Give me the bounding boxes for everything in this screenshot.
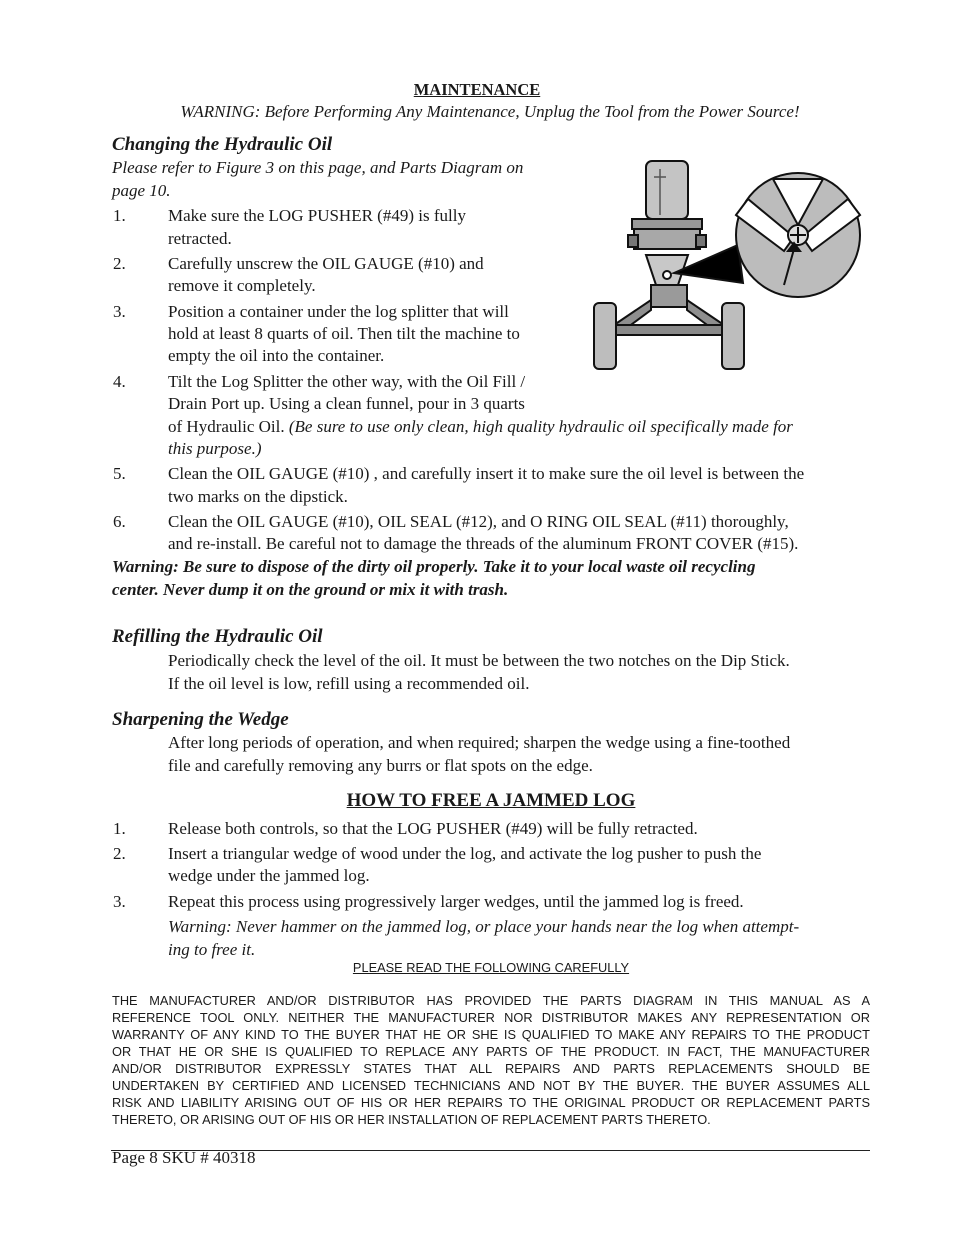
step-number: 2.: [113, 254, 126, 273]
step-note: this purpose.): [168, 439, 262, 458]
step-text: retracted.: [168, 229, 232, 248]
refill-text: If the oil level is low, refill using a recommended oil.: [168, 674, 530, 693]
disclaimer-heading: PLEASE READ THE FOLLOWING CAREFULLY: [352, 960, 630, 975]
disclaimer-line: THERETO, OR ARISING OUT OF HIS OR HER INSTALLATION OF REPLACEMENT PARTS THERETO.: [112, 1112, 711, 1127]
disclaimer-line: AND/OR DISTRIBUTOR EXPRESSLY STATES THAT ALL REPAIRS AND PARTS REPLACEMENTS SHOULD BE: [112, 1061, 870, 1076]
step-text-plain: of Hydraulic Oil.: [168, 417, 289, 436]
oil-intro-line: page 10.: [112, 181, 171, 200]
step-text: remove it completely.: [168, 276, 316, 295]
page-title: MAINTENANCE: [413, 80, 541, 99]
disposal-warning: center. Never dump it on the ground or mix it with trash.: [112, 580, 509, 599]
disclaimer-line: REFERENCE TOOL ONLY. NEITHER THE MANUFACTURER NOR DISTRIBUTOR MAKES ANY REPRESENTATION OR: [112, 1010, 870, 1025]
step-number: 3.: [113, 302, 126, 321]
step-text: empty the oil into the container.: [168, 346, 385, 365]
step-number: 2.: [113, 844, 126, 863]
step-text: Make sure the LOG PUSHER (#49) is fully: [168, 206, 466, 225]
step-text: wedge under the jammed log.: [168, 866, 370, 885]
sharpen-text: file and carefully removing any burrs or flat spots on the edge.: [168, 756, 593, 775]
section-heading-oil-change: Changing the Hydraulic Oil: [112, 134, 333, 155]
disclaimer-text: [112, 992, 870, 1128]
step-text: Insert a triangular wedge of wood under the log, and activate the log pusher to push the: [168, 844, 762, 863]
step-number: 3.: [113, 892, 126, 911]
step-text: Position a container under the log splitter that will: [168, 302, 509, 321]
step-text: Tilt the Log Splitter the other way, with the Oil Fill /: [168, 372, 526, 391]
step-text: Repeat this process using progressively larger wedges, until the jammed log is freed.: [168, 892, 744, 911]
step-number: 6.: [113, 512, 126, 531]
step-text: [168, 416, 793, 439]
section-heading-sharpen: Sharpening the Wedge: [112, 709, 289, 730]
step-number: 1.: [113, 819, 126, 838]
section-heading-jammed-log: HOW TO FREE A JAMMED LOG: [346, 790, 636, 811]
jam-warning: Warning: Never hammer on the jammed log, or place your hands near the log when attempt-: [168, 917, 800, 936]
step-text: Clean the OIL GAUGE (#10), OIL SEAL (#12), and O RING OIL SEAL (#11) thoroughly,: [168, 512, 789, 531]
step-number: 5.: [113, 464, 126, 483]
section-heading-refill: Refilling the Hydraulic Oil: [112, 626, 323, 647]
disclaimer-line: OR THAT HE OR SHE IS QUALIFIED TO REPLACE ANY PARTS OF THE PRODUCT. IN FACT, THE MANUFACTURER: [112, 1044, 870, 1059]
disclaimer-line: RISK AND LIABILITY ARISING OUT OF HIS OR HER REPAIRS TO THE ORIGINAL PRODUCT OR REPLACEMENT PARTS: [112, 1095, 870, 1110]
step-text: hold at least 8 quarts of oil. Then tilt the machine to: [168, 324, 520, 343]
step-number: 1.: [113, 206, 126, 225]
disclaimer-line: THE MANUFACTURER AND/OR DISTRIBUTOR HAS PROVIDED THE PARTS DIAGRAM IN THIS MANUAL AS A: [112, 993, 870, 1008]
oil-intro-line: Please refer to Figure 3 on this page, and Parts Diagram on: [112, 158, 524, 177]
step-text: Clean the OIL GAUGE (#10) , and carefully insert it to make sure the oil level is between the: [168, 464, 805, 483]
step-note: (Be sure to use only clean, high quality hydraulic oil specifically made for: [288, 417, 793, 436]
step-text: Release both controls, so that the LOG PUSHER (#49) will be fully retracted.: [168, 819, 698, 838]
step-text: Carefully unscrew the OIL GAUGE (#10) and: [168, 254, 484, 273]
disclaimer-line: UNDERTAKEN BY CERTIFIED AND LICENSED TECHNICIANS AND NOT BY THE BUYER. THE BUYER ASSUMES ALL: [112, 1078, 870, 1093]
step-number: 4.: [113, 372, 126, 391]
refill-text: Periodically check the level of the oil. It must be between the two notches on the Dip Stick.: [168, 651, 790, 670]
log-splitter-oil-port-diagram-icon: [588, 155, 863, 377]
page-footer: Page 8 SKU # 40318: [112, 1148, 256, 1167]
step-text: and re-install. Be careful not to damage the threads of the aluminum FRONT COVER (#15).: [168, 534, 799, 553]
power-warning: WARNING: Before Performing Any Maintenance, Unplug the Tool from the Power Source!: [180, 102, 800, 121]
sharpen-text: After long periods of operation, and when required; sharpen the wedge using a fine-toothed: [168, 733, 791, 752]
jam-warning: ing to free it.: [168, 940, 256, 959]
disclaimer-line: WARRANTY OF ANY KIND TO THE BUYER THAT HE OR SHE IS QUALIFIED TO MAKE ANY REPAIRS TO THE PRODUCT: [112, 1027, 870, 1042]
disposal-warning: Warning: Be sure to dispose of the dirty oil properly. Take it to your local waste oil recycling: [112, 557, 756, 576]
step-text: Drain Port up. Using a clean funnel, pour in 3 quarts: [168, 394, 525, 413]
step-text: two marks on the dipstick.: [168, 487, 348, 506]
